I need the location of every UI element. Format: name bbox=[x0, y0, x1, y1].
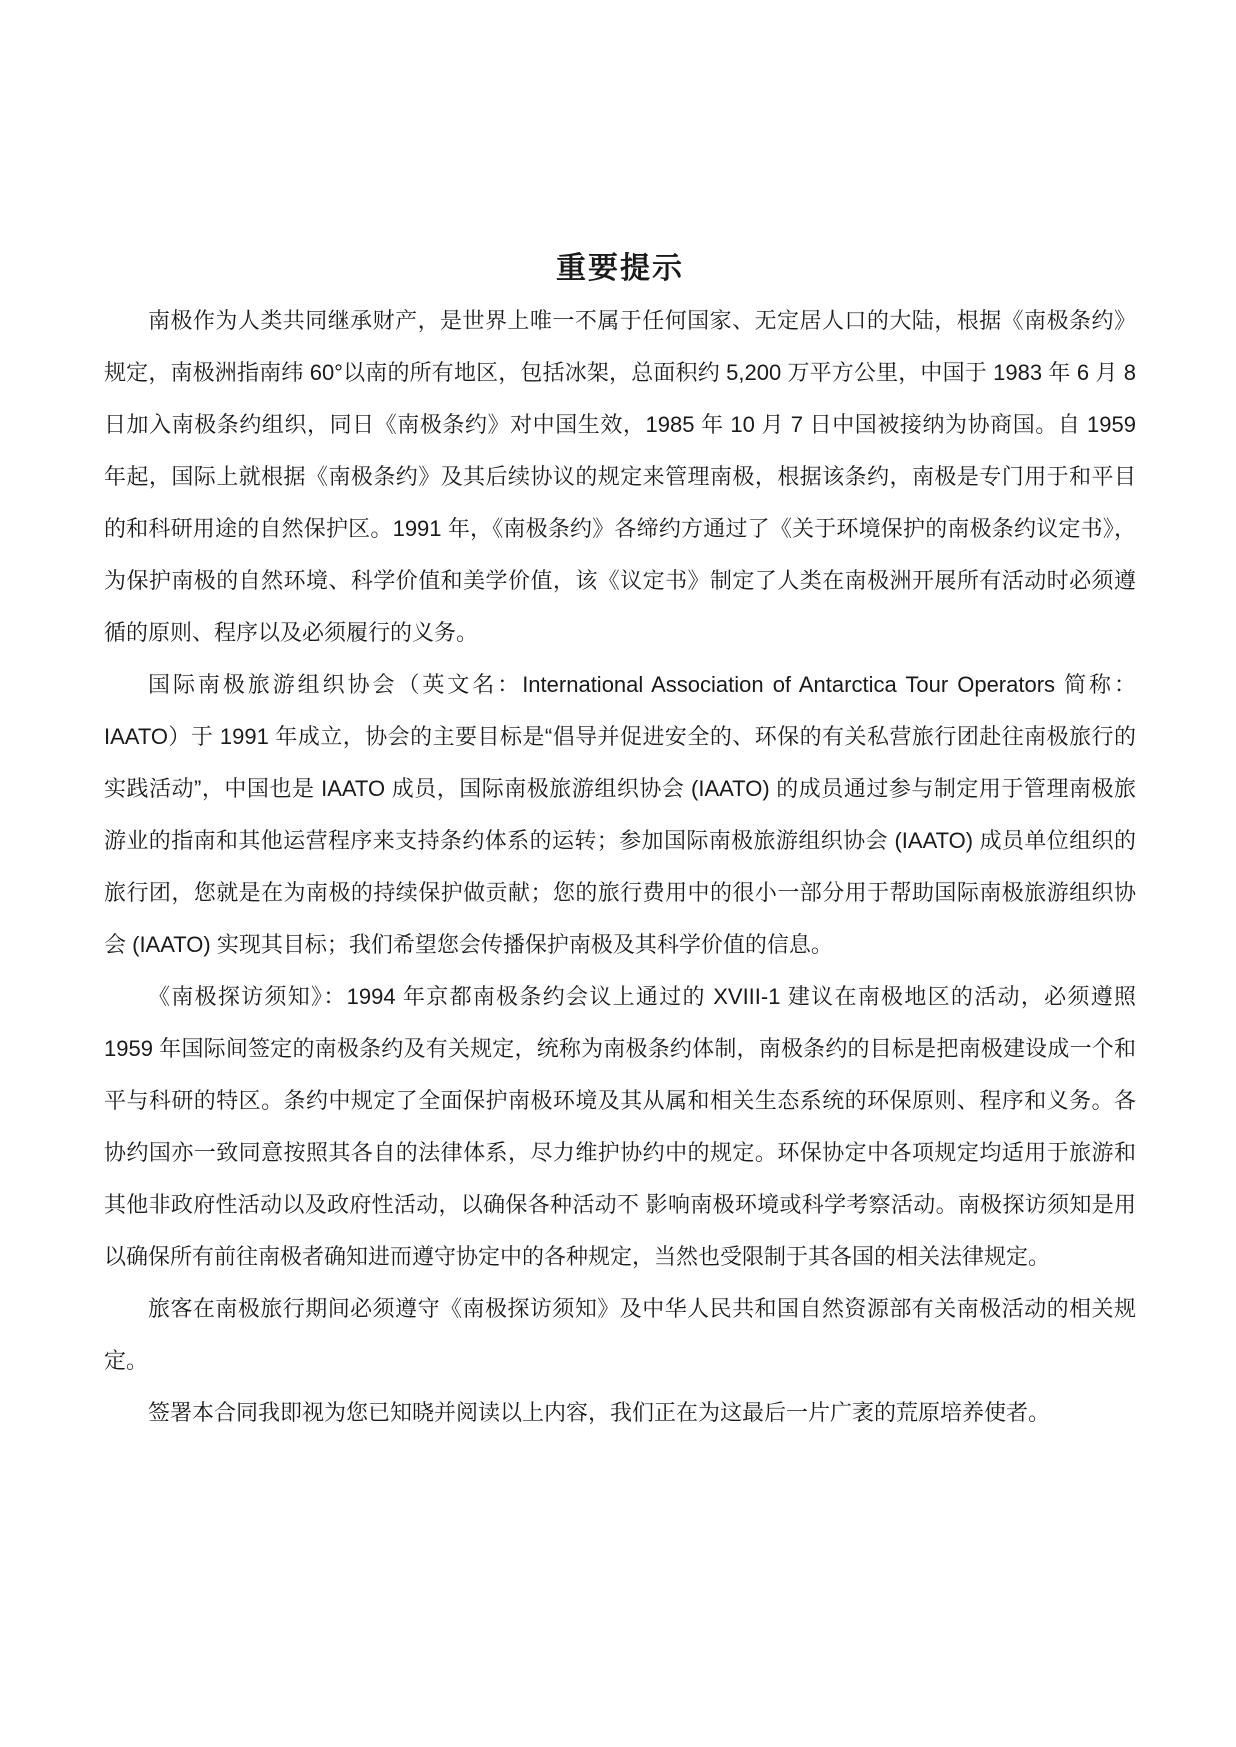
paragraph-visitor-guidelines: 《南极探访须知》：1994 年京都南极条约会议上通过的 XVIII-1 建议在南极地区的活动，必须遵照 1959 年国际间签定的南极条约及有关规定，统称为南极条约体制，南极条约的目标是把南极建设成一个和平与科研的特区。条约中规定了全面保护南极环境及其从属和相关生态系统的环保原则、程序和义务。各协约国亦一致同意按照其各自的法律体系，尽力维护协约中的规定。环保协定中各项规定均适用于旅游和其他非政府性活动以及政府性活动，以确保各种活动不 影响南极环境或科学考察活动。南极探访须知是用以确保所有前往南极者确知进而遵守协定中的各种规定，当然也受限制于其各国的相关法律规定。 bbox=[104, 984, 1136, 1269]
paragraph-antarctic-treaty-overview: 南极作为人类共同继承财产，是世界上唯一不属于任何国家、无定居人口的大陆，根据《南极条约》规定，南极洲指南纬 60°以南的所有地区，包括冰架，总面积约 5,200 万平方公里，中国于 1983 年 6 月 8 日加入南极条约组织，同日《南极条约》对中国生效，1985 年 10 月 7 日中国被接纳为协商国。自 1959 年起，国际上就根据《南极条约》及其后续协议的规定来管理南极，根据该条约，南极是专门用于和平目的和科研用途的自然保护区。1991 年，《南极条约》各缔约方通过了《关于环境保护的南极条约议定书》，为保护南极的自然环境、科学价值和美学价值，该《议定书》制定了人类在南极洲开展所有活动时必须遵循的原则、程序以及必须履行的义务。 bbox=[104, 308, 1136, 645]
page-title: 重要提示 bbox=[556, 252, 684, 285]
paragraph-traveler-obligation: 旅客在南极旅行期间必须遵守《南极探访须知》及中华人民共和国自然资源部有关南极活动的相关规定。 bbox=[104, 1296, 1136, 1373]
paragraph-signature-acknowledgement: 签署本合同我即视为您已知晓并阅读以上内容，我们正在为这最后一片广袤的荒原培养使者。 bbox=[148, 1400, 1051, 1425]
paragraph-iaato: 国际南极旅游组织协会（英文名：International Association of Antarctica Tour Operators 简称：IAATO）于 1991 年成立，协会的主要目标是“倡导并促进安全的、环保的有关私营旅行团赴往南极旅行的实践活动”，中国也是 IAATO 成员，国际南极旅游组织协会 (IAATO) 的成员通过参与制定用于管理南极旅游业的指南和其他运营程序来支持条约体系的运转；参加国际南极旅游组织协会 (IAATO) 成员单位组织的旅行团，您就是在为南极的持续保护做贡献；您的旅行费用中的很小一部分用于帮助国际南极旅游组织协会 (IAATO) 实现其目标；我们希望您会传播保护南极及其科学价值的信息。 bbox=[104, 672, 1136, 957]
document-body bbox=[104, 295, 1136, 1439]
